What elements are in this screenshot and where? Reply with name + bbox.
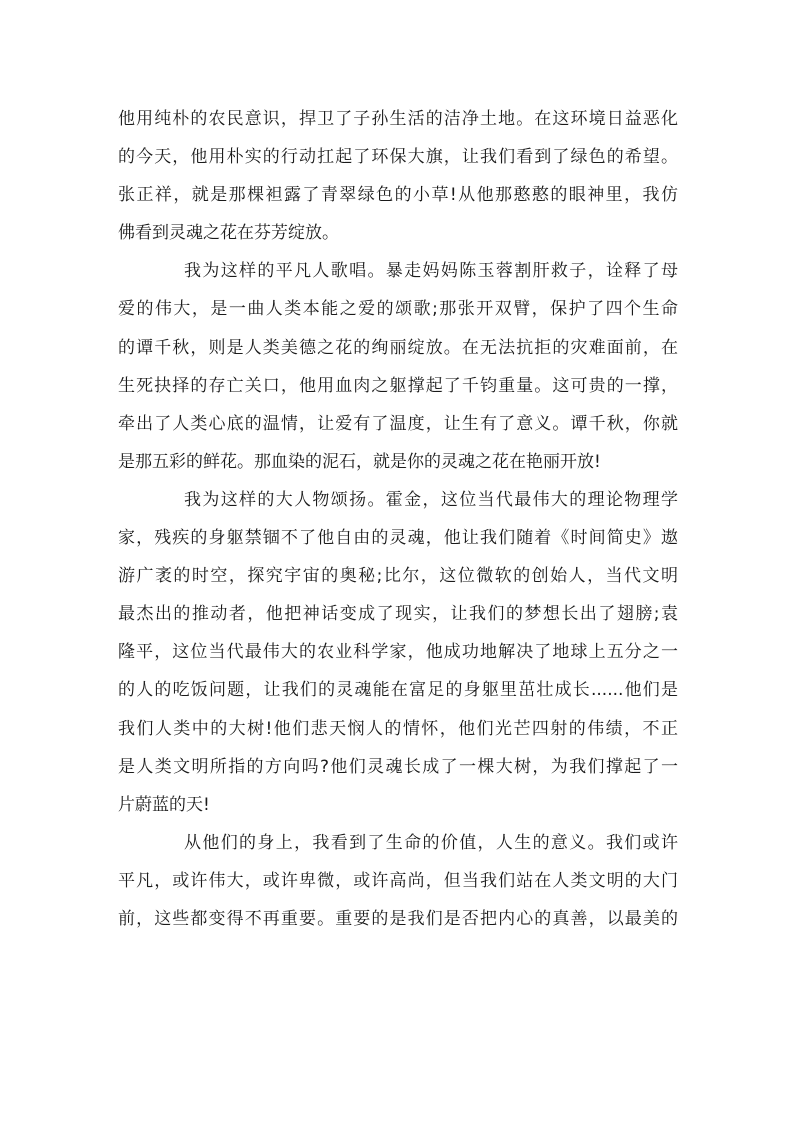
text-line: 我为这样的大人物颂扬。霍金，这位当代最伟大的理论物理学	[184, 489, 678, 510]
text-line: 爱的伟大，是一曲人类本能之爱的颂歌;那张开双臂，保护了四个生命	[118, 299, 678, 320]
text-line: 张正祥，就是那棵袒露了青翠绿色的小草!从他那憨憨的眼神里，我仿	[118, 185, 678, 206]
text-line: 隆平，这位当代最伟大的农业科学家，他成功地解决了地球上五分之一	[118, 642, 678, 663]
document-body	[118, 100, 678, 938]
text-line: 是那五彩的鲜花。那血染的泥石，就是你的灵魂之花在艳丽开放!	[118, 451, 601, 472]
text-line: 我为这样的平凡人歌唱。暴走妈妈陈玉蓉割肝救子，诠释了母	[184, 261, 678, 282]
text-line: 佛看到灵魂之花在芬芳绽放。	[118, 223, 339, 244]
text-line: 我们人类中的大树!他们悲天悯人的情怀，他们光芒四射的伟绩，不正	[118, 718, 678, 739]
text-line: 家，残疾的身躯禁锢不了他自由的灵魂，他让我们随着《时间简史》遨	[118, 528, 678, 549]
text-line: 片蔚蓝的天!	[118, 794, 210, 815]
text-line: 牵出了人类心底的温情，让爱有了温度，让生有了意义。谭千秋，你就	[118, 413, 678, 434]
text-line: 的人的吃饭问题，让我们的灵魂能在富足的身躯里茁壮成长......他们是	[118, 680, 678, 701]
text-line: 的谭千秋，则是人类美德之花的绚丽绽放。在无法抗拒的灾难面前，在	[118, 337, 678, 358]
text-line: 平凡，或许伟大，或许卑微，或许高尚，但当我们站在人类文明的大门	[118, 870, 678, 891]
text-line: 他用纯朴的农民意识，捍卫了子孙生活的洁净土地。在这环境日益恶化	[118, 109, 678, 129]
text-line: 的今天，他用朴实的行动扛起了环保大旗，让我们看到了绿色的希望。	[118, 147, 678, 168]
text-line: 从他们的身上，我看到了生命的价值，人生的意义。我们或许	[184, 832, 678, 853]
text-line: 最杰出的推动者，他把神话变成了现实，让我们的梦想长出了翅膀;袁	[118, 604, 678, 625]
text-line: 前，这些都变得不再重要。重要的是我们是否把内心的真善，以最美的	[118, 908, 678, 929]
text-line: 游广袤的时空，探究宇宙的奥秘;比尔，这位微软的创始人，当代文明	[118, 566, 678, 587]
text-line: 是人类文明所指的方向吗?他们灵魂长成了一棵大树，为我们撑起了一	[118, 756, 678, 777]
text-line: 生死抉择的存亡关口，他用血肉之躯撑起了千钧重量。这可贵的一撑，	[118, 375, 678, 396]
